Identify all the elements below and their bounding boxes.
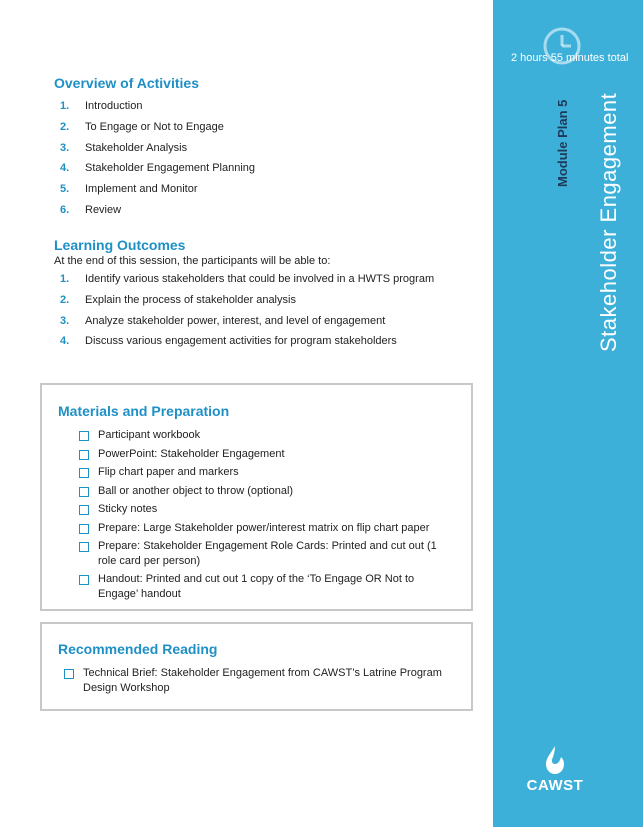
list-item: 1. Identify various stakeholders that could be involved in a HWTS program xyxy=(60,273,435,285)
checklist-item: Ball or another object to throw (optional) xyxy=(79,484,454,499)
outcomes-heading: Learning Outcomes xyxy=(54,237,186,253)
module-plan-label: Module Plan 5 xyxy=(555,99,570,187)
checklist-item: Handout: Printed and cut out 1 copy of the ‘To Engage OR Not to Engage’ handout xyxy=(79,572,454,601)
module-title: Stakeholder Engagement xyxy=(596,92,621,352)
checkbox-icon xyxy=(79,575,89,585)
checklist-item: PowerPoint: Stakeholder Engagement xyxy=(79,447,454,462)
outcomes-list xyxy=(60,272,434,355)
checklist-item: Prepare: Stakeholder Engagement Role Cards: Printed and cut out (1 role card per person) xyxy=(79,539,454,568)
overview-heading: Overview of Activities xyxy=(54,75,199,91)
list-item: 1. Introduction xyxy=(60,100,143,112)
checkbox-icon xyxy=(79,487,89,497)
reading-heading: Recommended Reading xyxy=(58,641,218,657)
checkbox-icon xyxy=(79,505,89,515)
checkbox-icon xyxy=(79,542,89,552)
list-item: 2. To Engage or Not to Engage xyxy=(60,120,224,133)
water-drop-logo-icon xyxy=(544,745,566,775)
checklist-item: Sticky notes xyxy=(79,502,454,517)
checkbox-icon xyxy=(79,524,89,534)
list-item: 4. Stakeholder Engagement Planning xyxy=(60,162,256,175)
checklist-item: Flip chart paper and markers xyxy=(79,465,454,480)
list-item: 3. Stakeholder Analysis xyxy=(60,141,188,154)
materials-checklist xyxy=(79,428,454,605)
list-item: 2. Explain the process of stakeholder analysis xyxy=(60,293,296,306)
checkbox-icon xyxy=(79,431,89,441)
materials-box xyxy=(40,383,473,611)
session-duration: 2 hours 55 minutes total xyxy=(511,52,629,64)
checklist-item: Prepare: Large Stakeholder power/interest matrix on flip chart paper xyxy=(79,521,454,536)
outcomes-intro: At the end of this session, the participants will be able to: xyxy=(54,255,331,267)
reading-checklist xyxy=(64,666,444,699)
checklist-item: Participant workbook xyxy=(79,428,454,443)
checklist-item: Technical Brief: Stakeholder Engagement from CAWST’s Latrine Program Design Workshop xyxy=(64,666,444,695)
logo-text: CAWST xyxy=(526,777,584,794)
materials-heading: Materials and Preparation xyxy=(58,403,230,419)
sidebar-band xyxy=(493,0,643,827)
reading-box xyxy=(40,622,473,711)
cawst-logo xyxy=(525,745,585,794)
list-item: 5. Implement and Monitor xyxy=(60,183,198,196)
checkbox-icon xyxy=(79,468,89,478)
list-item: 3. Analyze stakeholder power, interest, and level of engagement xyxy=(60,314,386,327)
checkbox-icon xyxy=(79,450,89,460)
list-item: 4. Discuss various engagement activities for program stakeholders xyxy=(60,335,397,348)
checkbox-icon xyxy=(64,669,74,679)
overview-list xyxy=(60,99,255,224)
list-item: 6. Review xyxy=(60,203,122,216)
